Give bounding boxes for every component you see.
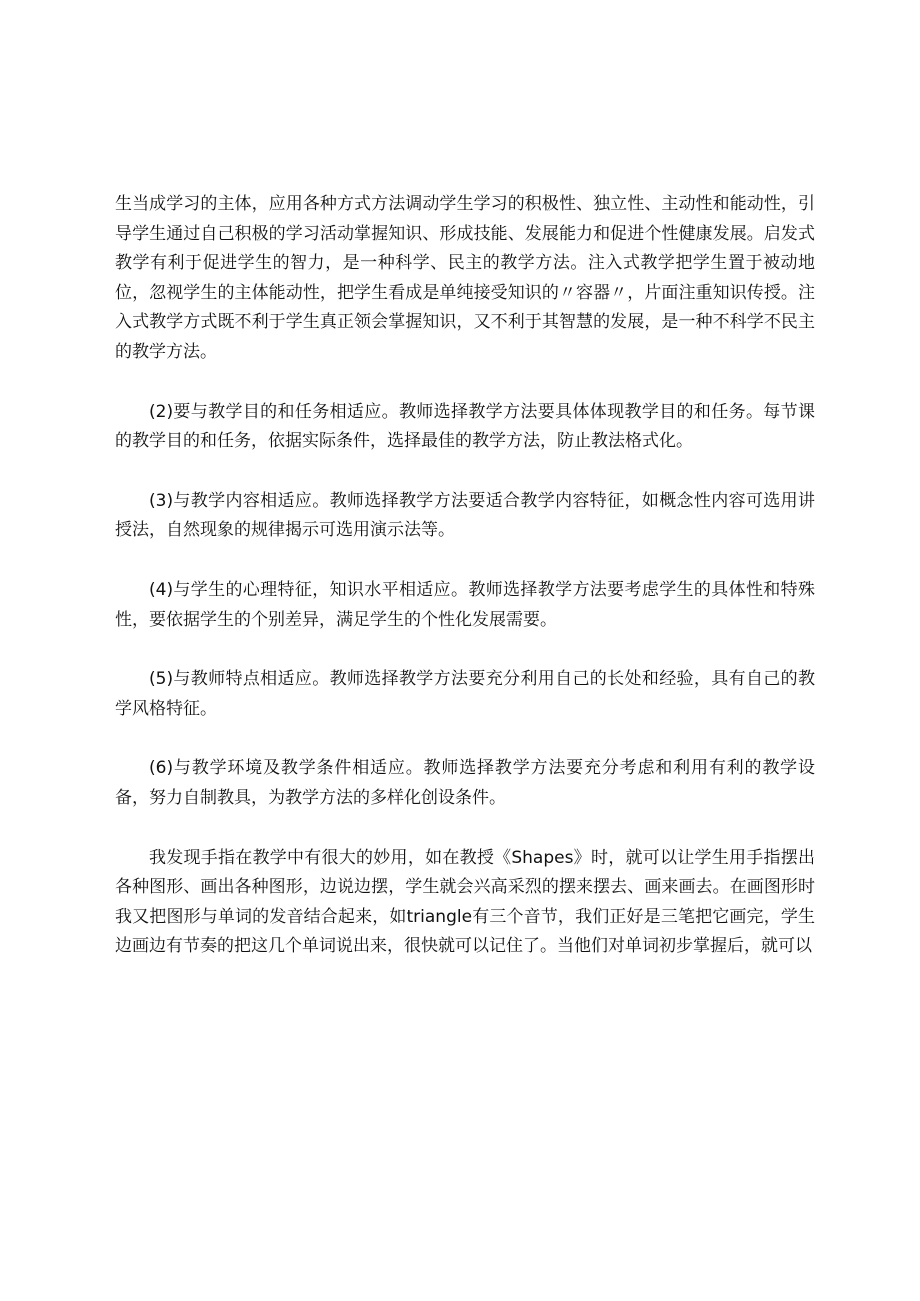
paragraph-point-5: (5)与教师特点相适应。教师选择教学方法要充分利用自己的长处和经验，具有自己的教学风格特征。 <box>115 669 815 719</box>
paragraph-finger-teaching: 我发现手指在教学中有很大的妙用，如在教授《Shapes》时，就可以让学生用手指摆出各种图形、画出各种图形，边说边摆，学生就会兴高采烈的摆来摆去、画来画去。在画图形时我又把图形与单词的发音结合起来，如triangle有三个音节，我们正好是三笔把它画完，学生边画边有节奏的把这几个单词说出来，很快就可以记住了。当他们对单词初步掌握后，就可以 <box>115 847 815 957</box>
paragraph-point-6: (6)与教学环境及教学条件相适应。教师选择教学方法要充分考虑和利用有利的教学设备，努力自制教具，为教学方法的多样化创设条件。 <box>115 758 815 808</box>
paragraph-point-4: (4)与学生的心理特征，知识水平相适应。教师选择教学方法要考虑学生的具体性和特殊性，要依据学生的个别差异，满足学生的个性化发展需要。 <box>115 579 815 630</box>
document-body <box>115 190 815 962</box>
paragraph-point-2: (2)要与教学目的和任务相适应。教师选择教学方法要具体体现教学目的和任务。每节课的教学目的和任务，依据实际条件，选择最佳的教学方法，防止教法格式化。 <box>115 401 815 452</box>
paragraph-point-3: (3)与教学内容相适应。教师选择教学方法要适合教学内容特征，如概念性内容可选用讲授法，自然现象的规律揭示可选用演示法等。 <box>115 490 815 541</box>
paragraph-heuristic-teaching: 生当成学习的主体，应用各种方式方法调动学生学习的积极性、独立性、主动性和能动性，引导学生通过自己积极的学习活动掌握知识、形成技能、发展能力和促进个性健康发展。启发式教学有利于促进学生的智力，是一种科学、民主的教学方法。注入式教学把学生置于被动地位，忽视学生的主体能动性，把学生看成是单纯接受知识的〃容器〃，片面注重知识传授。注入式教学方式既不利于学生真正领会掌握知识，又不利于其智慧的发展，是一种不科学不民主的教学方法。 <box>115 194 815 362</box>
